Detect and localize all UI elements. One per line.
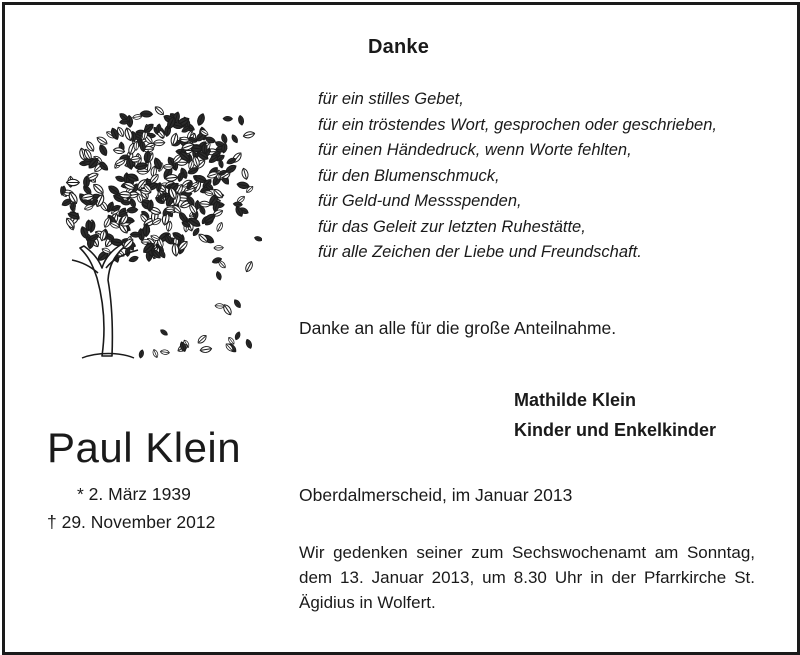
notice-heading: Danke bbox=[368, 36, 430, 58]
leaf-icon bbox=[243, 131, 256, 139]
leaf-icon bbox=[233, 298, 242, 308]
leaf-icon bbox=[238, 115, 245, 126]
leaf-icon bbox=[92, 182, 106, 195]
thanks-line: für einen Händedruck, wenn Worte fehlten, bbox=[318, 141, 632, 159]
leaf-icon bbox=[153, 140, 165, 146]
thanks-line: für alle Zeichen der Liebe und Freundschaft. bbox=[318, 243, 642, 261]
leaf-icon bbox=[160, 349, 170, 355]
tree-trunk bbox=[72, 244, 138, 356]
leaf-icon bbox=[217, 259, 227, 269]
family-signature bbox=[514, 385, 716, 445]
leaf-icon bbox=[230, 134, 239, 144]
thanks-line: für das Geleit zur letzten Ruhestätte, bbox=[318, 217, 586, 236]
leaf-icon bbox=[223, 116, 233, 121]
thanks-list bbox=[318, 87, 717, 266]
birth-date: * 2. März 1939 bbox=[77, 484, 191, 504]
leaf-icon bbox=[83, 176, 89, 188]
leaf-icon bbox=[129, 198, 137, 209]
death-date: † 29. November 2012 bbox=[47, 512, 216, 532]
leaf-icon bbox=[215, 303, 225, 308]
thanks-line: für den Blumenschmuck, bbox=[318, 166, 500, 185]
windblown-tree-icon bbox=[42, 98, 262, 368]
leaf-icon bbox=[215, 271, 222, 281]
leaf-icon bbox=[241, 168, 250, 181]
leaf-icon bbox=[152, 349, 159, 359]
leaf-icon bbox=[200, 346, 212, 353]
thanks-line: für ein stilles Gebet, bbox=[318, 90, 464, 108]
leaf-icon bbox=[214, 245, 224, 250]
deceased-name: Paul Klein bbox=[47, 424, 242, 471]
thanks-line: für ein tröstendes Wort, gesprochen oder geschrieben, bbox=[318, 115, 717, 134]
leaf-icon bbox=[159, 328, 168, 336]
leaf-icon bbox=[163, 164, 173, 169]
thanks-all-text: Danke an alle für die große Anteilnahme. bbox=[299, 318, 617, 338]
leaf-icon bbox=[254, 236, 262, 243]
leaf-icon bbox=[67, 179, 80, 185]
leaf-icon bbox=[234, 331, 241, 341]
leaf-icon bbox=[128, 255, 139, 263]
thanks-line: für Geld-und Messspenden, bbox=[318, 192, 522, 210]
leaf-icon bbox=[127, 207, 138, 213]
family-relatives: Kinder und Enkelkinder bbox=[514, 420, 717, 440]
leaf-icon bbox=[130, 232, 140, 237]
place-date: Oberdalmerscheid, im Januar 2013 bbox=[299, 485, 573, 505]
leaf-icon bbox=[96, 135, 109, 146]
leaf-icon bbox=[245, 338, 253, 349]
leaf-icon bbox=[215, 221, 224, 232]
leaf-icon bbox=[196, 334, 208, 345]
leaf-icon bbox=[153, 105, 165, 116]
family-name: Mathilde Klein bbox=[514, 390, 637, 410]
leaf-icon bbox=[244, 260, 254, 273]
memorial-notice: Wir gedenken seiner zum Sechswochenamt am Sonntag, dem 13. Januar 2013, um 8.30 Uhr in der Pfarrkirche St. Ägidius in Wolfert. bbox=[299, 543, 755, 612]
leaf-icon bbox=[98, 143, 109, 156]
leaf-icon bbox=[196, 113, 206, 127]
leaf-icon bbox=[138, 349, 144, 358]
tree-leaves bbox=[59, 105, 262, 359]
